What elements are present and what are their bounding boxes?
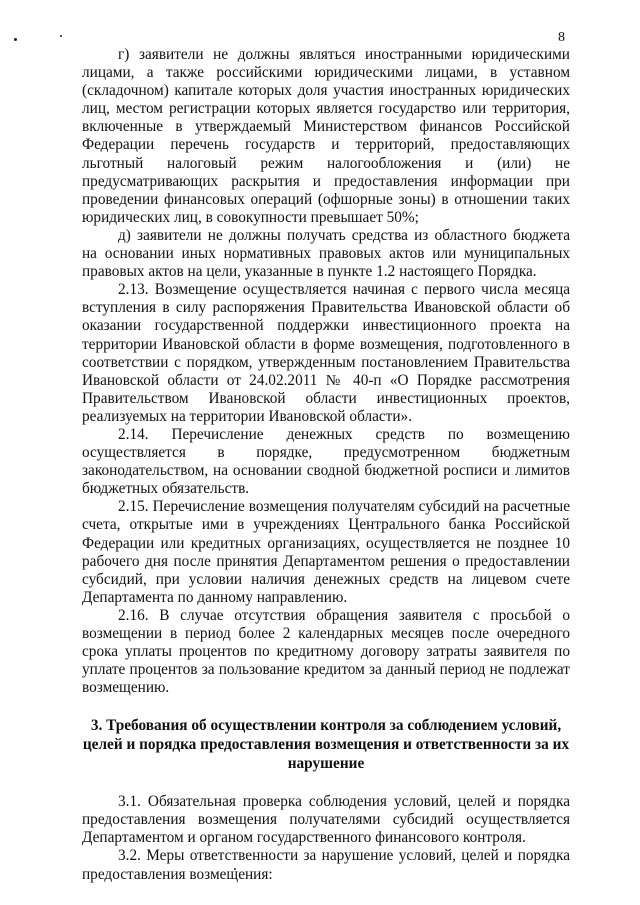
spacer <box>82 697 570 703</box>
paragraph-item-d: д) заявители не должны получать средства из областного бюджета на основании иных нормативных правовых актов или муниципальных правовых актов на цели, указанные в пункте 1.2 настоящего Порядка. <box>82 226 570 281</box>
paragraph-2-14: 2.14. Перечисление денежных средств по возмещению осуществляется в порядке, предусмотренном бюджетным законодательством, на основании сводной бюджетной росписи и лимитов бюджетных обязательств. <box>82 425 570 498</box>
section-heading: 3. Требования об осуществлении контроля за соблюдением условий, целей и порядка предоставления возмещения и ответственности за их нарушение <box>82 717 570 772</box>
document-body <box>82 46 570 884</box>
paragraph-2-13: 2.13. Возмещение осуществляется начиная с первого числа месяца вступления в силу распоряжения Правительства Ивановской области об оказании государственной поддержки инвестиционного проекта на территории Ивановской области в форме возмещения, подготовленного в соответствии с порядком, утвержденным постановлением Правительства Ивановской области от 24.02.2011 № 40-п «О Порядке рассмотрения Правительством Ивановской области инвестиционных проектов, реализуемых на территории Ивановской области». <box>82 281 570 425</box>
paragraph-3-1: 3.1. Обязательная проверка соблюдения условий, целей и порядка предоставления возмещения получателями субсидий осуществляется Департаментом и органом государственного финансового контроля. <box>82 793 570 847</box>
spacer <box>82 773 570 793</box>
scan-speck <box>60 35 62 37</box>
paragraph-3-2: 3.2. Меры ответственности за нарушение условий, целей и порядка предоставления возмещения: <box>82 847 570 883</box>
scan-speck <box>14 38 17 41</box>
paragraph-item-g: г) заявители не должны являться иностранными юридическими лицами, а также российскими юридическими лицами, в уставном (складочном) капитале которых доля участия иностранных юридических лиц, местом регистрации которых является государство или территория, включенные в утверждаемый Министерством финансов Российской Федерации перечень государств и территорий, предоставляющих льготный налоговый режим налогообложения и (или) не предусматривающих раскрытия и предоставления информации при проведении финансовых операций (офшорные зоны) в отношении таких юридических лиц, в совокупности превышает 50%; <box>82 46 570 226</box>
page-number: 8 <box>558 30 565 45</box>
paragraph-2-16: 2.16. В случае отсутствия обращения заявителя с просьбой о возмещении в период более 2 календарных месяцев после очередного срока уплаты процентов по кредитному договору затраты заявителя по уплате процентов за пользование кредитом за данный период не подлежат возмещению. <box>82 606 570 697</box>
paragraph-2-15: 2.15. Перечисление возмещения получателям субсидий на расчетные счета, открытые ими в учреждениях Центрального банка Российской Федерации или кредитных организациях, осуществляется не позднее 10 рабочего дня после принятия Департаментом решения о предоставлении субсидий, при условии наличия денежных средств на лицевом счете Департамента по данному направлению. <box>82 498 570 606</box>
